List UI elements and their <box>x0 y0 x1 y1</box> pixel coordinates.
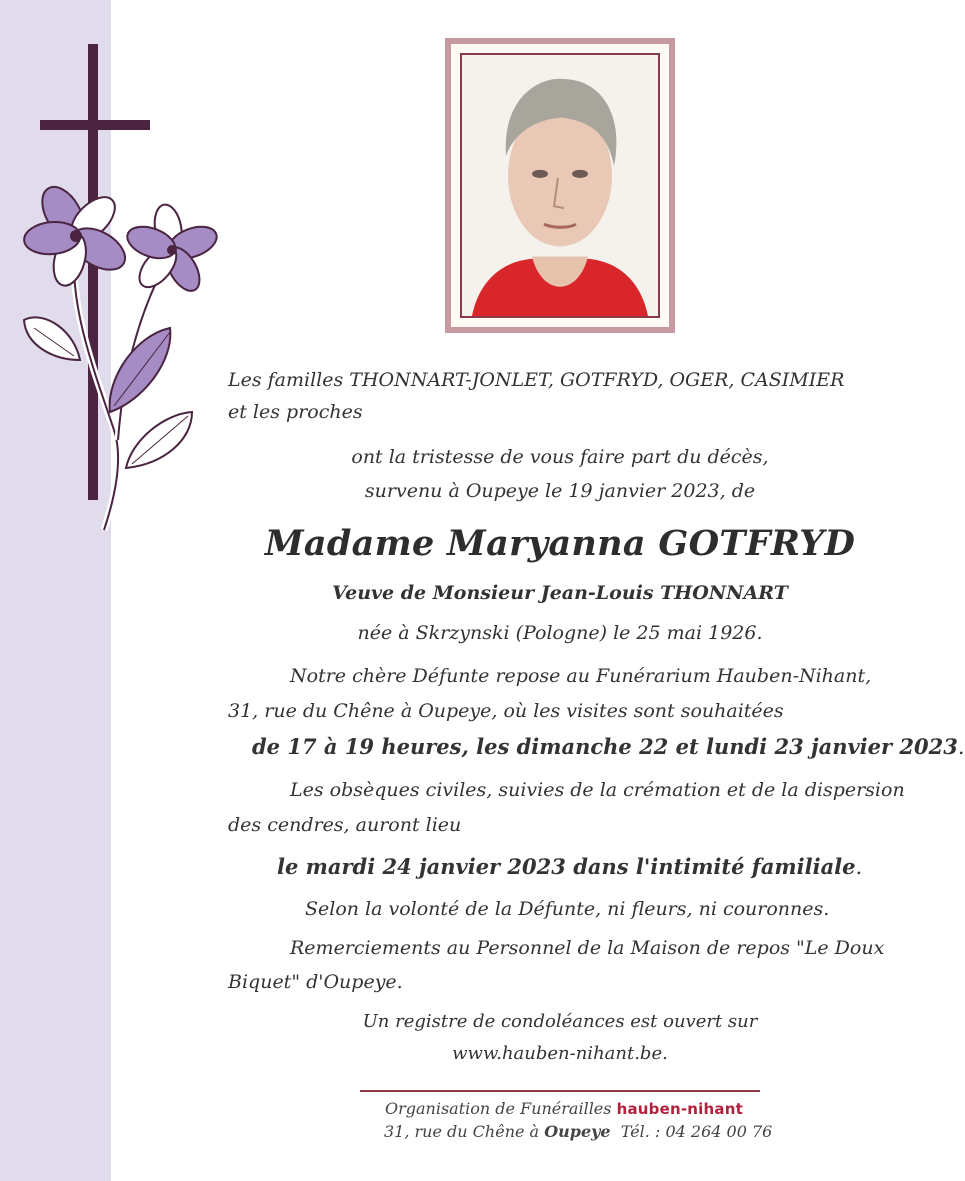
thanks-line-2: Biquet" d'Oupeye. <box>228 971 403 993</box>
thanks-line-1: Remerciements au Personnel de la Maison de repos "Le Doux <box>290 937 885 959</box>
portrait-photo <box>460 53 660 318</box>
registry-line-1: Un registre de condoléances est ouvert sur <box>362 1011 758 1032</box>
portrait-mat <box>451 44 669 327</box>
footer-divider <box>360 1090 760 1092</box>
portrait-frame <box>445 38 675 333</box>
leaf-left <box>24 317 80 360</box>
repose-line-2: 31, rue du Chêne à Oupeye, où les visites sont souhaitées <box>228 700 784 722</box>
visit-hours-end: . <box>957 735 965 759</box>
sorrow-line-2: survenu à Oupeye le 19 janvier 2023, de <box>364 480 756 502</box>
sorrow-line-1: ont la tristesse de vous faire part du décès, <box>351 446 769 468</box>
repose-line-1: Notre chère Défunte repose au Funérarium Hauben-Nihant, <box>290 665 872 687</box>
footer-address <box>384 1122 772 1142</box>
funeral-line-1: Les obsèques civiles, suivies de la crémation et de la dispersion <box>290 779 905 801</box>
deceased-name: Madame Maryanna GOTFRYD <box>264 523 856 564</box>
flower-right <box>123 202 221 296</box>
phone-number: Tél. : 04 264 00 76 <box>620 1122 773 1141</box>
families-line-2: et les proches <box>228 401 363 423</box>
families-line-1: Les familles THONNART-JONLET, GOTFRYD, OGER, CASIMIER <box>228 369 845 391</box>
visit-hours-text: de 17 à 19 heures, les dimanche 22 et lundi 23 janvier 2023 <box>252 734 958 759</box>
cross-flower-ornament <box>14 40 226 540</box>
address-town: Oupeye <box>544 1122 611 1141</box>
flower-left <box>23 180 132 289</box>
birth-info: née à Skrzynski (Pologne) le 25 mai 1926. <box>357 622 763 644</box>
visit-hours <box>252 734 965 760</box>
funeral-line-2: des cendres, auront lieu <box>228 814 462 836</box>
footer-organisation <box>385 1099 743 1119</box>
family-wishes: Selon la volonté de la Défunte, ni fleurs, ni couronnes. <box>305 898 830 920</box>
registry-link[interactable]: www.hauben-nihant.be. <box>452 1043 668 1064</box>
funeral-date-end: . <box>855 855 863 879</box>
cross-horizontal <box>40 120 150 130</box>
organisation-label: Organisation de Funérailles <box>385 1099 612 1118</box>
cross-vertical <box>88 44 98 500</box>
widow-of: Veuve de Monsieur Jean-Louis THONNART <box>332 582 788 604</box>
funeral-date-text: le mardi 24 janvier 2023 dans l'intimité familiale <box>277 854 856 879</box>
brand-logo: hauben-nihant <box>616 1100 743 1118</box>
address-prefix: 31, rue du Chêne à <box>384 1122 540 1141</box>
funeral-date <box>277 854 862 880</box>
